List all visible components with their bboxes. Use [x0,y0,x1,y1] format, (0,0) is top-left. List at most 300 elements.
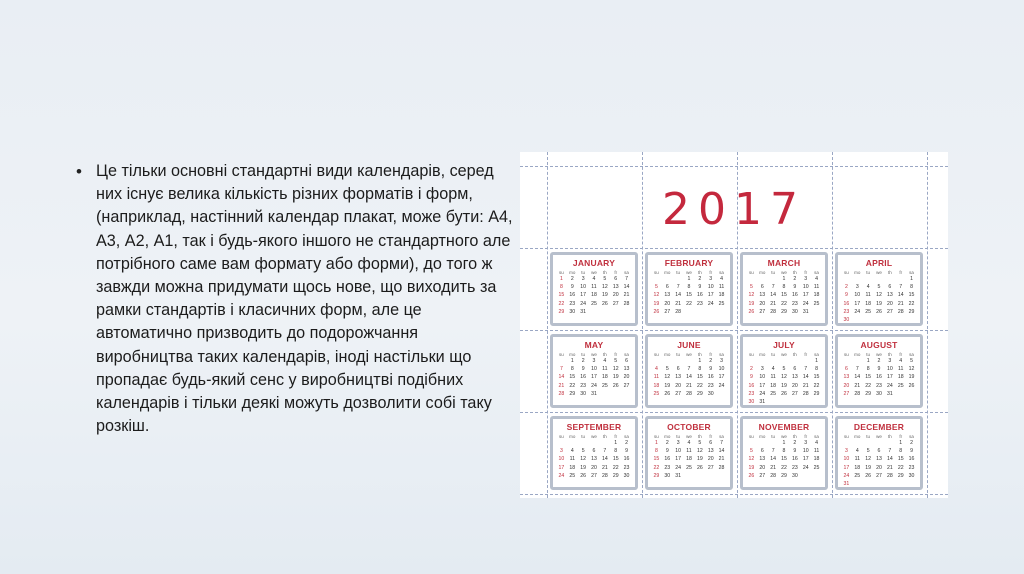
weekday-label: we [591,434,597,439]
month-name: AUGUST [860,340,898,350]
day-cell: 19 [908,374,915,381]
day-cell: 11 [854,456,860,463]
day-cell: 16 [664,456,671,463]
day-cell: 11 [569,456,575,463]
weekday-label: th [887,434,892,439]
day-cell: 26 [748,308,755,315]
day-cell: 22 [908,300,915,307]
day-blank [895,275,906,283]
weekday-label: tu [581,270,586,275]
weekday-label: tu [771,270,776,275]
weekday-label: fr [614,352,618,357]
day-blank [757,275,768,283]
day-blank [768,439,779,447]
day-cell: 31 [580,308,587,315]
day-cell: 22 [558,300,565,307]
weekday-label: th [602,434,607,439]
day-cell: 14 [718,448,725,455]
day-cell: 19 [653,300,660,307]
day-cell: 11 [602,366,608,373]
cut-line [520,248,948,249]
day-cell: 10 [843,456,850,463]
weekday-label: th [887,352,892,357]
day-cell: 22 [781,300,787,307]
day-cell: 20 [675,382,682,389]
day-blank [874,439,885,447]
day-cell: 25 [854,472,861,479]
day-cell: 8 [866,366,870,373]
day-cell: 9 [581,366,585,373]
day-cell: 6 [709,440,713,446]
day-cell: 15 [558,292,565,299]
day-cell: 24 [854,308,861,315]
day-cell: 9 [749,374,753,381]
weekday-label: mo [664,434,671,439]
day-cell: 7 [676,284,680,291]
month-name: SEPTEMBER [566,422,622,432]
day-cell: 3 [559,448,563,455]
day-cell: 2 [581,358,585,364]
day-cell: 1 [899,440,903,446]
day-cell: 26 [781,390,787,397]
weekday-label: su [559,434,564,439]
day-cell: 18 [854,464,861,471]
day-cell: 28 [675,308,682,315]
day-cell: 20 [707,456,714,463]
month-name: JUNE [677,340,701,350]
day-cell: 29 [653,472,660,479]
day-cell: 17 [802,292,809,299]
day-cell: 23 [791,300,798,307]
day-cell: 20 [843,382,850,389]
day-cell: 1 [698,358,702,364]
day-cell: 11 [591,284,597,291]
month-name: APRIL [865,258,893,268]
day-cell: 9 [709,366,713,373]
day-cell: 5 [665,366,669,373]
weekday-label: th [602,270,607,275]
day-cell: 6 [888,284,892,291]
day-cell: 18 [686,456,692,463]
day-cell: 25 [686,464,692,471]
day-cell: 11 [898,366,904,373]
day-cell: 20 [623,374,630,381]
month-december [835,416,923,490]
day-cell: 31 [843,481,850,488]
day-cell: 6 [793,366,797,373]
day-cell: 9 [844,292,848,299]
day-cell: 1 [559,276,563,282]
day-cell: 21 [802,382,809,389]
day-cell: 2 [877,358,881,364]
day-cell: 6 [665,284,669,291]
weekday-label: sa [624,270,629,275]
day-blank [757,357,768,365]
day-cell: 22 [686,300,692,307]
day-cell: 17 [707,292,714,299]
weekday-label: we [876,270,882,275]
day-cell: 25 [718,300,725,307]
day-cell: 25 [770,390,777,397]
day-cell: 18 [897,374,904,381]
day-cell: 16 [748,382,755,389]
day-cell: 2 [570,276,574,282]
weekday-label: fr [614,434,618,439]
day-cell: 2 [665,440,669,446]
day-cell: 17 [718,374,725,381]
day-blank [884,439,895,447]
day-cell: 28 [886,472,893,479]
day-cell: 19 [865,464,872,471]
day-blank [684,357,695,365]
day-cell: 29 [781,472,787,479]
day-cell: 5 [654,284,658,291]
day-cell: 19 [580,464,587,471]
day-cell: 29 [813,390,820,397]
month-name: OCTOBER [667,422,711,432]
day-cell: 27 [876,472,882,479]
weekday-label: fr [899,434,903,439]
day-cell: 5 [910,358,913,364]
day-blank [651,357,662,365]
day-cell: 28 [601,472,608,479]
day-cell: 17 [675,456,682,463]
weekday-label: th [697,270,702,275]
day-cell: 22 [612,464,619,471]
day-grid [841,275,917,324]
day-cell: 18 [569,464,576,471]
day-grid [841,439,917,488]
cut-line [520,330,948,331]
day-cell: 6 [625,358,628,364]
weekday-label: sa [719,434,724,439]
day-cell: 28 [770,472,777,479]
month-name: DECEMBER [853,422,905,432]
weekday-label: tu [866,434,871,439]
month-may [550,334,638,408]
weekday-label: su [749,270,754,275]
day-blank [884,275,895,283]
day-cell: 4 [720,276,723,282]
month-name: JULY [773,340,795,350]
day-blank [800,357,811,365]
day-cell: 30 [791,472,798,479]
day-cell: 17 [759,382,766,389]
day-blank [578,439,589,447]
weekday-label: su [844,270,849,275]
day-cell: 14 [770,292,777,299]
day-grid [556,275,632,316]
day-cell: 14 [558,374,565,381]
day-cell: 24 [718,382,725,389]
day-cell: 9 [570,284,574,291]
day-cell: 2 [709,358,713,364]
day-cell: 5 [581,448,585,455]
month-november [740,416,828,490]
day-cell: 30 [569,308,576,315]
day-cell: 28 [770,308,777,315]
day-cell: 10 [718,366,725,373]
day-cell: 21 [623,292,630,299]
day-cell: 29 [865,390,872,397]
day-blank [556,357,567,365]
day-cell: 26 [601,300,608,307]
day-cell: 15 [696,374,703,381]
day-cell: 20 [886,300,893,307]
day-cell: 19 [664,382,671,389]
day-cell: 10 [759,374,766,381]
day-cell: 14 [770,456,777,463]
month-name: FEBRUARY [664,258,714,268]
day-cell: 29 [696,390,703,397]
day-cell: 21 [770,300,777,307]
day-cell: 25 [865,308,872,315]
day-grid [651,275,727,316]
day-cell: 3 [760,366,764,373]
day-cell: 31 [886,390,893,397]
day-cell: 12 [580,456,587,463]
day-cell: 8 [910,284,913,291]
weekday-label: fr [804,352,808,357]
day-cell: 30 [748,399,755,406]
day-cell: 26 [865,472,872,479]
day-cell: 22 [813,382,820,389]
day-cell: 23 [664,464,671,471]
day-cell: 28 [897,308,904,315]
day-cell: 8 [698,366,702,373]
day-cell: 15 [781,456,787,463]
day-cell: 17 [580,292,587,299]
day-cell: 12 [601,284,608,291]
day-cell: 16 [707,374,714,381]
day-cell: 30 [908,472,915,479]
day-cell: 16 [843,300,850,307]
weekday-label: fr [804,434,808,439]
month-october [645,416,733,490]
day-cell: 23 [908,464,915,471]
weekday-label: sa [814,352,819,357]
day-cell: 12 [748,456,755,463]
day-cell: 15 [653,456,660,463]
cut-line [520,494,948,495]
weekday-label: tu [676,270,681,275]
day-cell: 27 [843,390,850,397]
bullet-item [76,160,516,438]
day-cell: 17 [802,456,809,463]
day-cell: 6 [592,448,596,455]
day-cell: 8 [559,284,563,291]
month-september [550,416,638,490]
day-cell: 4 [815,440,818,446]
day-cell: 17 [843,464,850,471]
day-cell: 6 [760,448,764,455]
day-cell: 2 [910,440,913,446]
day-cell: 6 [844,366,848,373]
day-cell: 7 [804,366,808,373]
weekday-label: th [602,352,607,357]
day-cell: 31 [591,390,597,397]
day-cell: 27 [886,308,893,315]
calendar-year: 2017 [662,184,806,235]
day-cell: 23 [696,300,703,307]
day-cell: 1 [782,276,786,282]
day-cell: 9 [665,448,669,455]
day-cell: 16 [791,292,798,299]
weekday-label: we [591,352,597,357]
weekday-label: mo [759,352,766,357]
day-cell: 16 [569,292,576,299]
day-cell: 23 [580,382,587,389]
day-cell: 9 [877,366,881,373]
day-cell: 19 [781,382,787,389]
day-cell: 22 [781,464,787,471]
day-cell: 21 [601,464,608,471]
weekday-label: fr [709,352,713,357]
day-cell: 10 [854,292,861,299]
weekday-label: sa [909,270,914,275]
day-blank [567,439,578,447]
day-cell: 17 [591,374,597,381]
day-cell: 14 [601,456,608,463]
day-cell: 1 [782,440,786,446]
day-cell: 16 [623,456,630,463]
day-cell: 18 [653,382,660,389]
day-cell: 14 [854,374,861,381]
day-cell: 24 [843,472,850,479]
month-name: MARCH [767,258,801,268]
day-cell: 6 [614,276,618,282]
day-blank [863,275,874,283]
day-cell: 7 [625,276,628,282]
weekday-label: mo [854,434,861,439]
day-cell: 25 [653,390,660,397]
weekday-label: fr [709,270,713,275]
day-cell: 24 [886,382,893,389]
day-cell: 13 [886,292,893,299]
day-cell: 25 [569,472,576,479]
day-cell: 19 [748,464,755,471]
day-cell: 26 [908,382,915,389]
weekday-label: su [749,352,754,357]
day-blank [599,439,610,447]
day-cell: 16 [580,374,587,381]
day-cell: 24 [591,382,597,389]
day-cell: 12 [612,366,619,373]
day-cell: 20 [591,464,597,471]
day-cell: 30 [791,308,798,315]
day-cell: 14 [802,374,809,381]
day-cell: 27 [591,472,597,479]
day-cell: 11 [770,374,776,381]
day-cell: 31 [759,399,766,406]
day-cell: 23 [623,464,630,471]
day-cell: 8 [687,284,691,291]
day-blank [768,357,779,365]
day-cell: 3 [844,448,848,455]
day-cell: 8 [899,448,903,455]
day-cell: 8 [815,366,818,373]
weekday-label: we [686,434,692,439]
weekday-label: we [686,352,692,357]
weekday-label: su [559,352,564,357]
weekday-label: th [792,434,797,439]
day-cell: 1 [815,358,818,364]
weekday-label: mo [759,434,766,439]
day-cell: 10 [675,448,682,455]
day-cell: 9 [793,284,797,291]
day-cell: 6 [877,448,881,455]
day-cell: 21 [897,300,904,307]
day-cell: 30 [843,317,850,324]
day-grid [556,357,632,398]
day-cell: 26 [580,472,587,479]
day-cell: 13 [707,448,714,455]
month-july [740,334,828,408]
day-blank [556,439,567,447]
day-cell: 2 [698,276,702,282]
day-cell: 13 [664,292,671,299]
weekday-label: tu [581,352,586,357]
day-blank [662,275,673,283]
day-cell: 7 [888,448,892,455]
day-cell: 15 [569,374,576,381]
day-blank [673,275,684,283]
day-cell: 4 [654,366,658,373]
day-cell: 24 [580,300,587,307]
weekday-label: tu [866,270,871,275]
day-cell: 23 [707,382,714,389]
day-blank [746,357,757,365]
day-cell: 11 [718,284,725,291]
day-cell: 30 [623,472,630,479]
month-april [835,252,923,326]
day-cell: 11 [813,284,820,291]
day-cell: 14 [886,456,893,463]
day-blank [662,357,673,365]
day-cell: 17 [886,374,893,381]
day-cell: 20 [876,464,882,471]
weekday-label: th [697,352,702,357]
day-cell: 26 [653,308,660,315]
day-cell: 29 [908,308,915,315]
day-cell: 24 [558,472,565,479]
day-cell: 15 [897,456,904,463]
day-cell: 1 [687,276,691,282]
day-cell: 21 [558,382,565,389]
day-cell: 16 [876,374,882,381]
day-cell: 3 [804,276,808,282]
day-cell: 13 [759,456,766,463]
day-cell: 29 [558,308,565,315]
weekday-label: we [781,270,787,275]
day-cell: 19 [748,300,755,307]
day-cell: 20 [664,300,671,307]
cut-line [520,166,948,167]
day-cell: 20 [759,464,766,471]
day-cell: 28 [854,390,861,397]
weekday-label: su [559,270,564,275]
day-cell: 22 [569,382,576,389]
weekday-label: sa [909,352,914,357]
day-cell: 13 [623,366,630,373]
weekday-label: tu [771,434,776,439]
day-cell: 4 [687,440,691,446]
day-cell: 1 [654,440,658,446]
day-cell: 26 [664,390,671,397]
day-cell: 25 [591,300,597,307]
day-cell: 22 [897,464,904,471]
day-cell: 4 [771,366,775,373]
